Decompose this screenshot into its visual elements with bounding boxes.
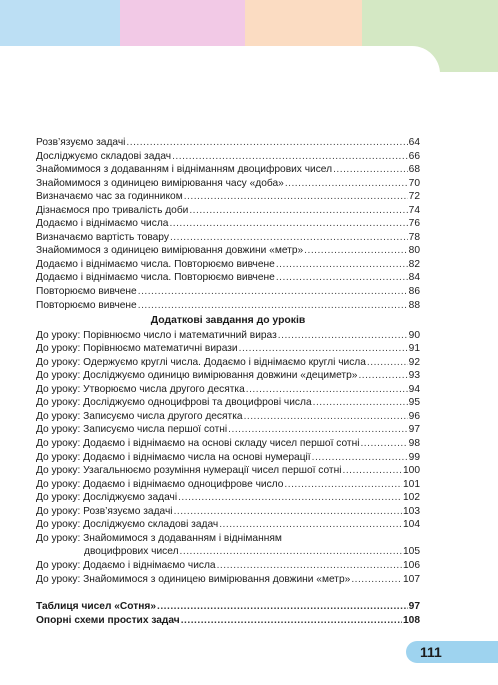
header-band-blue bbox=[0, 0, 120, 46]
toc-entry-page: 94 bbox=[408, 383, 420, 395]
toc-entry-title: Визначаємо час за годинником bbox=[36, 191, 183, 203]
toc-entry[interactable] bbox=[36, 518, 420, 532]
toc-entry-title: До уроку: Записуємо числа другого десятка bbox=[36, 410, 243, 422]
toc-entry[interactable] bbox=[36, 396, 420, 410]
toc-entry-title: Дізнаємося про тривалість доби bbox=[36, 204, 189, 216]
toc-entry-page: 90 bbox=[408, 329, 420, 341]
toc-entry[interactable] bbox=[36, 204, 420, 218]
toc-entry[interactable] bbox=[36, 451, 420, 465]
toc-leader-dots bbox=[333, 163, 408, 177]
toc-leader-dots bbox=[184, 190, 408, 204]
toc-leader-dots bbox=[189, 204, 407, 218]
toc-appendix bbox=[36, 600, 420, 627]
toc-entry-title-cont: двоцифрових чисел bbox=[84, 546, 179, 558]
toc-entry-line2 bbox=[36, 545, 420, 559]
toc-entry-page: 92 bbox=[408, 356, 420, 368]
toc-entry[interactable] bbox=[36, 329, 420, 343]
toc-entry-title: До уроку: Порівнюємо математичні вирази bbox=[36, 343, 238, 355]
toc-leader-dots bbox=[351, 573, 402, 587]
toc-entry-page: 100 bbox=[403, 465, 420, 477]
toc-entry-title: До уроку: Досліджуємо одиницю вимірювання довжини «дециметр» bbox=[36, 370, 358, 382]
toc-entry-title: Опорні схеми простих задач bbox=[36, 614, 180, 626]
toc-part-1 bbox=[36, 136, 420, 312]
toc-entry-multiline[interactable] bbox=[36, 532, 420, 559]
toc-leader-dots bbox=[181, 614, 402, 628]
toc-entry[interactable] bbox=[36, 258, 420, 272]
spacer bbox=[36, 586, 420, 600]
toc-entry-title: До уроку: Досліджуємо задачі bbox=[36, 492, 178, 504]
toc-entry-page: 97 bbox=[408, 424, 420, 436]
toc-entry-title: Розв’язуємо задачі bbox=[36, 137, 126, 148]
toc-leader-dots bbox=[180, 545, 402, 559]
toc-entry-page: 68 bbox=[408, 164, 420, 176]
toc-entry-page: 102 bbox=[403, 492, 420, 504]
toc-entry-page: 103 bbox=[403, 505, 420, 517]
toc-leader-dots bbox=[360, 437, 407, 451]
toc-entry-title: Визначаємо вартість товару bbox=[36, 231, 169, 243]
toc-entry-page: 96 bbox=[408, 410, 420, 422]
toc-entry-page: 101 bbox=[403, 478, 420, 490]
toc-entry-page: 72 bbox=[408, 191, 420, 203]
toc-entry-title: До уроку: Утворюємо числа другого десятка bbox=[36, 383, 245, 395]
toc-entry-page: 99 bbox=[408, 451, 420, 463]
toc-entry-title: До уроку: Додаємо і віднімаємо одноцифрове число bbox=[36, 478, 284, 490]
toc-entry[interactable] bbox=[36, 217, 420, 231]
toc-entry[interactable] bbox=[36, 190, 420, 204]
toc-entry[interactable] bbox=[36, 505, 420, 519]
toc-part-2 bbox=[36, 329, 420, 586]
toc-entry-page: 107 bbox=[403, 573, 420, 585]
toc-entry-title: До уроку: Досліджуємо складові задач bbox=[36, 519, 219, 531]
toc-entry-line1 bbox=[36, 532, 420, 546]
page-number: 111 bbox=[420, 644, 442, 660]
toc-leader-dots bbox=[313, 396, 408, 410]
toc-leader-dots bbox=[304, 244, 408, 258]
toc-leader-dots bbox=[343, 464, 403, 478]
toc-entry-title: Додаємо і віднімаємо числа. Повторюємо вивчене bbox=[36, 258, 275, 270]
toc-entry[interactable] bbox=[36, 163, 420, 177]
toc-entry[interactable] bbox=[36, 244, 420, 258]
toc-leader-dots bbox=[278, 329, 408, 343]
toc-entry-title: До уроку: Узагальнюємо розуміння нумерації чисел першої сотні bbox=[36, 465, 342, 477]
section-title: Додаткові завдання до уроків bbox=[150, 315, 306, 327]
toc-leader-dots bbox=[217, 559, 402, 573]
toc-leader-dots bbox=[170, 231, 408, 245]
toc-entry[interactable] bbox=[36, 150, 420, 164]
toc-entry[interactable] bbox=[36, 299, 420, 313]
toc-leader-dots bbox=[138, 299, 408, 313]
toc-leader-dots bbox=[157, 600, 408, 614]
toc-entry-page: 95 bbox=[408, 397, 420, 409]
toc-entry-page: 97 bbox=[408, 601, 420, 613]
toc-entry-title: До уроку: Порівнюємо число і математичний вираз bbox=[36, 329, 277, 341]
toc-entry[interactable] bbox=[36, 614, 420, 628]
toc-leader-dots bbox=[312, 451, 408, 465]
toc-leader-dots bbox=[138, 285, 408, 299]
header-band-pink bbox=[120, 0, 245, 46]
toc-leader-dots bbox=[246, 383, 408, 397]
toc-entry[interactable] bbox=[36, 478, 420, 492]
toc-entry-title: До уроку: Додаємо і віднімаємо на основі складу чисел першої сотні bbox=[36, 438, 360, 450]
toc-entry-page: 86 bbox=[408, 286, 420, 298]
toc-entry[interactable] bbox=[36, 285, 420, 299]
toc-entry-title: Досліджуємо складові задач bbox=[36, 150, 172, 162]
toc-leader-dots bbox=[276, 258, 408, 272]
toc-leader-dots bbox=[228, 423, 408, 437]
toc-entry-title: Таблиця чисел «Сотня» bbox=[36, 601, 157, 613]
toc-entry[interactable] bbox=[36, 559, 420, 573]
toc-leader-dots bbox=[367, 356, 408, 370]
toc-entry-page: 70 bbox=[408, 177, 420, 189]
toc-entry[interactable] bbox=[36, 356, 420, 370]
header-band-peach bbox=[245, 0, 368, 46]
toc-entry-page: 91 bbox=[408, 343, 420, 355]
toc-entry-title: Знайомимося з одиницею вимірювання довжини «метр» bbox=[36, 245, 304, 257]
toc-entry-page: 105 bbox=[403, 546, 420, 558]
toc-entry-title: Додаємо і віднімаємо числа. Повторюємо вивчене bbox=[36, 272, 275, 284]
toc-entry-title: До уроку: Записуємо числа першої сотні bbox=[36, 424, 228, 436]
toc-leader-dots bbox=[239, 342, 408, 356]
toc-entry[interactable] bbox=[36, 600, 420, 614]
toc-entry-page: 78 bbox=[408, 231, 420, 243]
page-number-tab bbox=[406, 641, 498, 663]
toc-entry-title: До уроку: Додаємо і віднімаємо числа на основі нумерації bbox=[36, 451, 311, 463]
toc-entry-page: 82 bbox=[408, 258, 420, 270]
toc-entry[interactable] bbox=[36, 342, 420, 356]
toc-entry-title: До уроку: Досліджуємо одноцифрові та двоцифрові числа bbox=[36, 397, 312, 409]
toc-leader-dots bbox=[276, 271, 408, 285]
toc-entry[interactable] bbox=[36, 271, 420, 285]
toc-entry-page: 106 bbox=[403, 559, 420, 571]
toc-entry-page: 66 bbox=[408, 150, 420, 162]
toc-entry-title: До уроку: Розв’язуємо задачі bbox=[36, 505, 173, 517]
toc-entry-title: Знайомимося з додаванням і відніманням двоцифрових чисел bbox=[36, 164, 333, 176]
toc-entry-title: До уроку: Додаємо і віднімаємо числа bbox=[36, 559, 216, 571]
toc-entry-page: 84 bbox=[408, 272, 420, 284]
toc-entry-page: 80 bbox=[408, 245, 420, 257]
toc-entry-title: До уроку: Знайомимося з додаванням і відніманням bbox=[36, 532, 282, 544]
toc-entry[interactable] bbox=[36, 177, 420, 191]
toc-leader-dots bbox=[244, 410, 408, 424]
toc-leader-dots bbox=[174, 505, 402, 519]
toc-entry[interactable] bbox=[36, 464, 420, 478]
toc-entry-title: Знайомимося з одиницею вимірювання часу «доба» bbox=[36, 177, 284, 189]
header-curve-mask bbox=[0, 46, 440, 74]
toc-entry-title: Додаємо і віднімаємо числа bbox=[36, 218, 169, 230]
toc-entry-page: 108 bbox=[403, 614, 420, 626]
toc-entry-title: Повторюємо вивчене bbox=[36, 299, 137, 311]
toc-leader-dots bbox=[284, 478, 402, 492]
toc-leader-dots bbox=[285, 177, 408, 191]
toc-entry-page: 64 bbox=[408, 137, 420, 148]
toc-entry-page: 93 bbox=[408, 370, 420, 382]
table-of-contents bbox=[36, 136, 420, 627]
toc-leader-dots bbox=[358, 369, 407, 383]
toc-entry[interactable] bbox=[36, 573, 420, 587]
toc-leader-dots bbox=[219, 518, 402, 532]
toc-entry[interactable] bbox=[36, 423, 420, 437]
toc-leader-dots bbox=[178, 491, 402, 505]
toc-leader-dots bbox=[169, 217, 407, 231]
toc-entry-page: 98 bbox=[408, 438, 420, 450]
toc-entry[interactable] bbox=[36, 491, 420, 505]
toc-entry-title: До уроку: Одержуємо круглі числа. Додаємо і віднімаємо круглі числа bbox=[36, 356, 366, 368]
toc-entry[interactable] bbox=[36, 231, 420, 245]
toc-leader-dots bbox=[126, 136, 407, 150]
toc-entry-page: 74 bbox=[408, 204, 420, 216]
toc-entry-page: 88 bbox=[408, 299, 420, 311]
toc-entry[interactable] bbox=[36, 410, 420, 424]
toc-entry-page: 76 bbox=[408, 218, 420, 230]
toc-entry[interactable] bbox=[36, 437, 420, 451]
toc-entry[interactable] bbox=[36, 383, 420, 397]
toc-entry[interactable] bbox=[36, 136, 420, 150]
toc-entry-page: 104 bbox=[403, 519, 420, 531]
toc-leader-dots bbox=[172, 150, 408, 164]
toc-entry-title: До уроку: Знайомимося з одиницею вимірювання довжини «метр» bbox=[36, 573, 351, 585]
toc-entry[interactable] bbox=[36, 369, 420, 383]
toc-entry-title: Повторюємо вивчене bbox=[36, 286, 137, 298]
